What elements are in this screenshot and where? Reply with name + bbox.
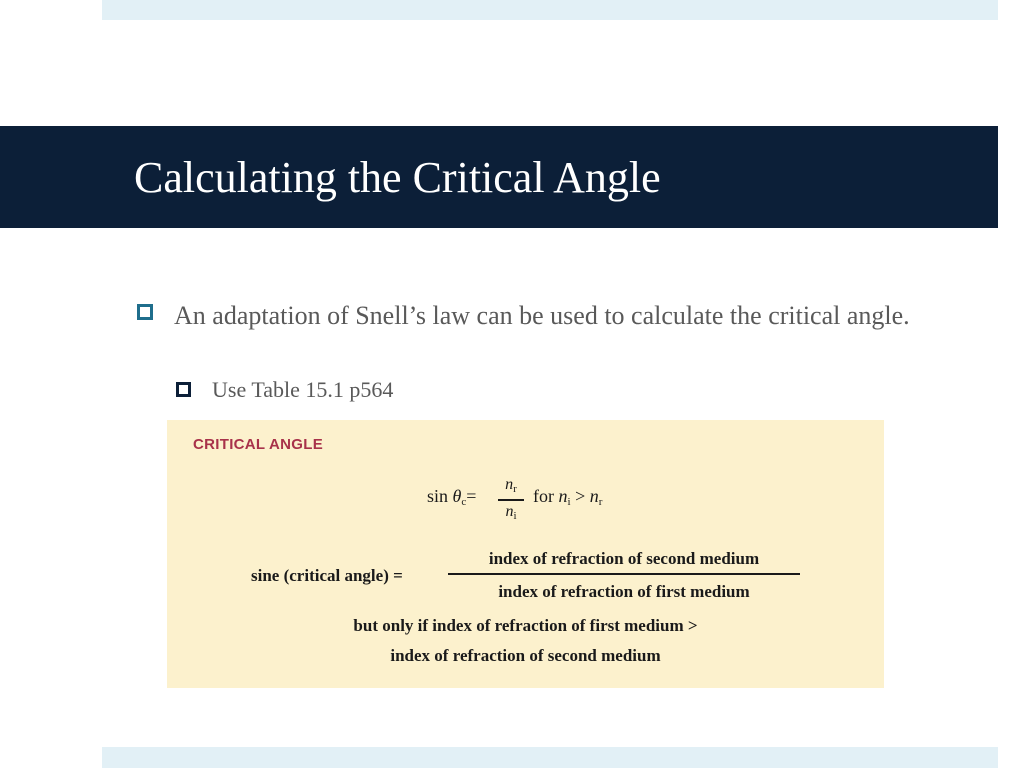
word-fraction-bar <box>448 573 800 575</box>
square-bullet-icon <box>137 304 153 320</box>
sin-symbol: sin <box>427 486 449 506</box>
theta-symbol: θ <box>452 486 462 506</box>
equation-condition: for $n_i > n_r$ <box>533 486 603 508</box>
formula-heading: CRITICAL ANGLE <box>193 436 324 453</box>
condition-line-1: but only if index of refraction of first medium > <box>353 616 698 635</box>
sub-bullet-text: Use Table 15.1 p564 <box>212 377 394 402</box>
condition-for: for <box>533 486 554 506</box>
bullet-text: An adaptation of Snell’s law can be used to calculate the critical angle. <box>174 301 910 330</box>
word-fraction-numerator: index of refraction of second medium <box>488 549 760 568</box>
slide-title: Calculating the Critical Angle <box>134 153 661 202</box>
condition-line-2: index of refraction of second medium <box>390 646 661 665</box>
fraction-numerator: $n_r$ <box>505 476 517 495</box>
top-accent-strip <box>102 0 998 20</box>
ratio-fraction <box>498 476 524 525</box>
square-bullet-icon <box>176 382 191 397</box>
word-fraction-denominator: index of refraction of first medium <box>498 581 750 601</box>
word-equation-lhs: sine (critical angle) = <box>251 566 403 585</box>
bottom-accent-strip <box>102 747 998 768</box>
fraction-denominator: $n_i$ <box>505 502 517 522</box>
equals-sign: = <box>466 486 477 506</box>
critical-angle-formula-box <box>167 420 884 688</box>
equation-lhs <box>427 486 476 508</box>
fraction-bar <box>498 499 524 501</box>
word-equation-fraction <box>448 548 800 603</box>
theta-subscript: c <box>461 496 467 508</box>
